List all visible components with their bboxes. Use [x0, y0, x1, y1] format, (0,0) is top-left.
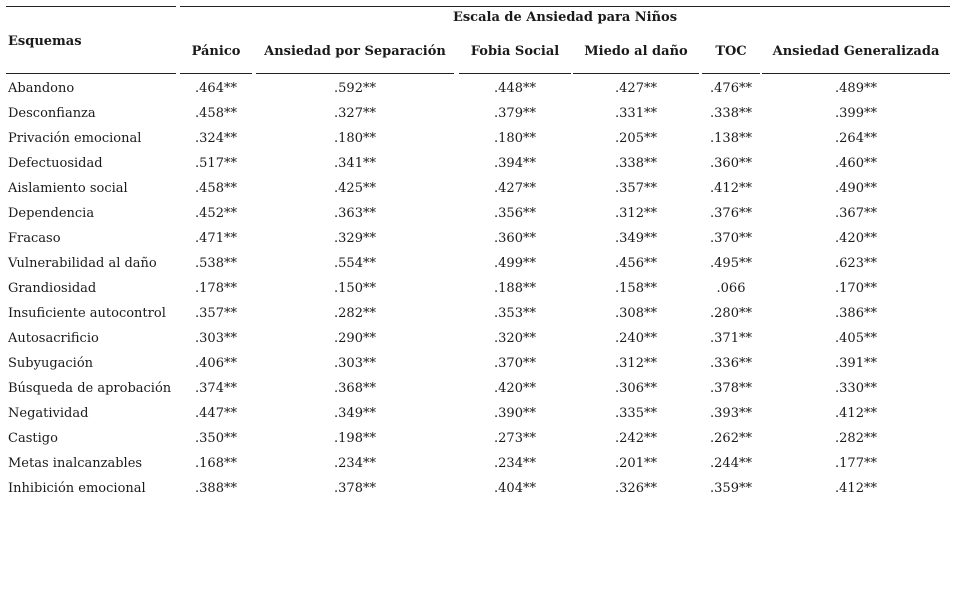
- row-header: Esquemas: [8, 34, 82, 49]
- table-cell: .280**: [710, 306, 752, 321]
- table-cell: .368**: [334, 381, 376, 396]
- row-label: Aislamiento social: [8, 181, 128, 196]
- header-rule-fobia: [459, 73, 571, 74]
- top-rule-right: [180, 6, 950, 7]
- table-cell: .399**: [835, 106, 877, 121]
- table-cell: .306**: [615, 381, 657, 396]
- table-row: [6, 226, 950, 251]
- table-row: [6, 376, 950, 401]
- row-label: Dependencia: [8, 206, 95, 221]
- header-rule-miedo: [573, 73, 699, 74]
- header-rule-panico: [180, 73, 252, 74]
- table-cell: .330**: [835, 381, 877, 396]
- table-cell: .363**: [334, 206, 376, 221]
- row-label: Búsqueda de aprobación: [8, 381, 172, 396]
- row-label: Defectuosidad: [8, 156, 103, 171]
- table-row: [6, 326, 950, 351]
- group-header: Escala de Ansiedad para Niños: [452, 10, 678, 25]
- table-row: [6, 351, 950, 376]
- table-cell: .420**: [835, 231, 877, 246]
- header-rule-toc: [702, 73, 760, 74]
- table-cell: .282**: [835, 431, 877, 446]
- row-label: Metas inalcanzables: [8, 456, 143, 471]
- table-cell: .244**: [710, 456, 752, 471]
- header-rule-generalizada: [762, 73, 950, 74]
- table-cell: .374**: [195, 381, 237, 396]
- table-cell: .412**: [835, 406, 877, 421]
- table-cell: .378**: [710, 381, 752, 396]
- table-cell: .592**: [334, 81, 376, 96]
- col-header-toc: TOC: [715, 44, 747, 59]
- table-cell: .517**: [195, 156, 237, 171]
- row-label: Negatividad: [8, 406, 89, 421]
- col-header-panico: Pánico: [191, 44, 241, 59]
- table-cell: .324**: [195, 131, 237, 146]
- row-label: Vulnerabilidad al daño: [8, 256, 157, 271]
- row-label: Fracaso: [8, 231, 61, 246]
- table-cell: .476**: [710, 81, 752, 96]
- table-cell: .338**: [710, 106, 752, 121]
- table-cell: .471**: [195, 231, 237, 246]
- table-cell: .623**: [835, 256, 877, 271]
- top-rule-left: [6, 6, 176, 7]
- table-cell: .353**: [494, 306, 536, 321]
- table-cell: .390**: [494, 406, 536, 421]
- table-cell: .405**: [835, 331, 877, 346]
- table-cell: .198**: [334, 431, 376, 446]
- table-cell: .349**: [615, 231, 657, 246]
- table-cell: .425**: [334, 181, 376, 196]
- row-label: Privación emocional: [8, 131, 142, 146]
- table-row: [6, 151, 950, 176]
- table-cell: .412**: [710, 181, 752, 196]
- table-cell: .262**: [710, 431, 752, 446]
- col-header-fobia-social: Fobia Social: [470, 44, 560, 59]
- table-cell: .393**: [710, 406, 752, 421]
- table-cell: .303**: [334, 356, 376, 371]
- table-row: [6, 176, 950, 201]
- table-cell: .290**: [334, 331, 376, 346]
- table-row: [6, 401, 950, 426]
- table-cell: .158**: [615, 281, 657, 296]
- table-cell: .331**: [615, 106, 657, 121]
- header-rule-left: [6, 73, 176, 74]
- table-cell: .320**: [494, 331, 536, 346]
- row-label: Inhibición emocional: [8, 481, 146, 496]
- row-label: Insuficiente autocontrol: [8, 306, 166, 321]
- table-cell: .242**: [615, 431, 657, 446]
- table-cell: .370**: [710, 231, 752, 246]
- table-cell: .388**: [195, 481, 237, 496]
- table-row: [6, 276, 950, 301]
- row-label: Autosacrificio: [8, 331, 99, 346]
- table-cell: .357**: [195, 306, 237, 321]
- table-cell: .336**: [710, 356, 752, 371]
- table-cell: .234**: [494, 456, 536, 471]
- table-cell: .150**: [334, 281, 376, 296]
- table-cell: .359**: [710, 481, 752, 496]
- table-cell: .412**: [835, 481, 877, 496]
- table-cell: .489**: [835, 81, 877, 96]
- table-cell: .178**: [195, 281, 237, 296]
- table-cell: .394**: [494, 156, 536, 171]
- table-cell: .329**: [334, 231, 376, 246]
- table-cell: .350**: [195, 431, 237, 446]
- table-cell: .386**: [835, 306, 877, 321]
- table-cell: .338**: [615, 156, 657, 171]
- header-rule-separacion: [256, 73, 454, 74]
- table-cell: .360**: [710, 156, 752, 171]
- table-row: [6, 476, 950, 501]
- table-row: [6, 126, 950, 151]
- col-header-ansiedad-separacion: Ansiedad por Separación: [264, 44, 446, 59]
- table-cell: .308**: [615, 306, 657, 321]
- row-label: Castigo: [8, 431, 58, 446]
- table-cell: .499**: [494, 256, 536, 271]
- table-cell: .177**: [835, 456, 877, 471]
- col-header-miedo-dano: Miedo al daño: [584, 44, 688, 59]
- table-cell: .188**: [494, 281, 536, 296]
- table-cell: .452**: [195, 206, 237, 221]
- table-cell: .326**: [615, 481, 657, 496]
- table-cell: .335**: [615, 406, 657, 421]
- table-cell: .205**: [615, 131, 657, 146]
- table-cell: .264**: [835, 131, 877, 146]
- table-cell: .460**: [835, 156, 877, 171]
- table-cell: .327**: [334, 106, 376, 121]
- table-cell: .538**: [195, 256, 237, 271]
- table-cell: .168**: [195, 456, 237, 471]
- row-label: Abandono: [8, 81, 75, 96]
- table-cell: .180**: [334, 131, 376, 146]
- table-cell: .554**: [334, 256, 376, 271]
- row-label: Desconfianza: [8, 106, 96, 121]
- table-cell: .273**: [494, 431, 536, 446]
- table-cell: .312**: [615, 206, 657, 221]
- table-cell: .349**: [334, 406, 376, 421]
- table-cell: .427**: [494, 181, 536, 196]
- table-cell: .312**: [615, 356, 657, 371]
- table-cell: .240**: [615, 331, 657, 346]
- table-row: [6, 301, 950, 326]
- table-cell: .370**: [494, 356, 536, 371]
- table-cell: .447**: [195, 406, 237, 421]
- table-cell: .170**: [835, 281, 877, 296]
- table-row: [6, 251, 950, 276]
- table-cell: .420**: [494, 381, 536, 396]
- table-cell: .357**: [615, 181, 657, 196]
- table-cell: .138**: [710, 131, 752, 146]
- table-cell: .490**: [835, 181, 877, 196]
- table-cell: .360**: [494, 231, 536, 246]
- table-cell: .371**: [710, 331, 752, 346]
- table-cell: .464**: [195, 81, 237, 96]
- table-cell: .341**: [334, 156, 376, 171]
- row-label: Grandiosidad: [8, 281, 97, 296]
- table-cell: .367**: [835, 206, 877, 221]
- table-cell: .234**: [334, 456, 376, 471]
- row-label: Subyugación: [8, 356, 94, 371]
- table-cell: .495**: [710, 256, 752, 271]
- col-header-ansiedad-generalizada: Ansiedad Generalizada: [772, 44, 940, 59]
- table-cell: .404**: [494, 481, 536, 496]
- table-row: [6, 101, 950, 126]
- table-cell: .448**: [494, 81, 536, 96]
- table-row: [6, 451, 950, 476]
- table-cell: .379**: [494, 106, 536, 121]
- table-row: [6, 76, 950, 101]
- table-cell: .391**: [835, 356, 877, 371]
- table-cell: .458**: [195, 181, 237, 196]
- table-row: [6, 201, 950, 226]
- table-cell: .456**: [615, 256, 657, 271]
- table-cell: .201**: [615, 456, 657, 471]
- table-cell: .356**: [494, 206, 536, 221]
- table-cell: .303**: [195, 331, 237, 346]
- table-cell: .427**: [615, 81, 657, 96]
- table-cell: .282**: [334, 306, 376, 321]
- table-cell: .406**: [195, 356, 237, 371]
- table-cell: .180**: [494, 131, 536, 146]
- table-cell: .378**: [334, 481, 376, 496]
- table-cell: .458**: [195, 106, 237, 121]
- table-row: [6, 426, 950, 451]
- table-cell: .066: [716, 281, 746, 296]
- table-cell: .376**: [710, 206, 752, 221]
